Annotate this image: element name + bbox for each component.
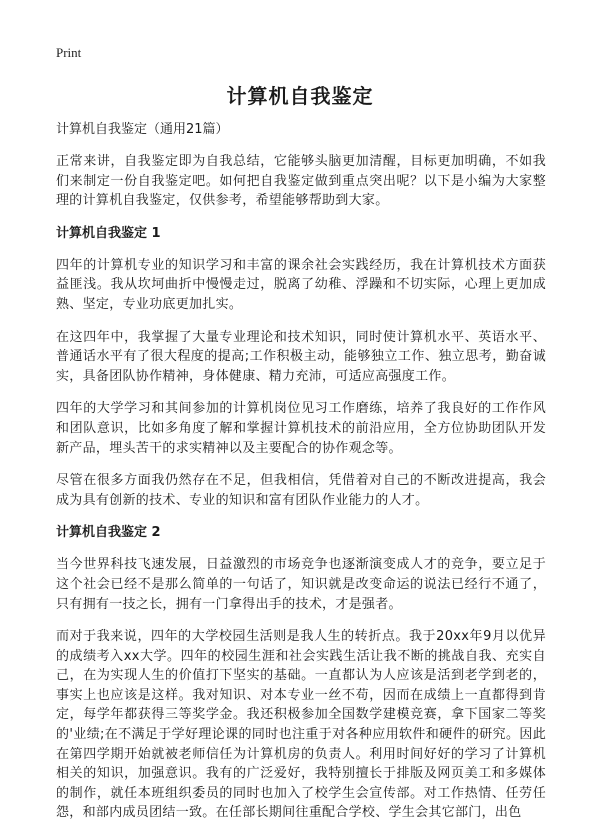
document-title: 计算机自我鉴定 xyxy=(226,84,374,108)
intro-paragraph: 正常来讲，自我鉴定即为自我总结，它能够头脑更加清醒，目标更加明确，不如我们来制定一份自我鉴定吧。如何把自我鉴定做到重点突出呢？以下是小编为大家整理的计算机自我鉴定，仅供参考，希望能够帮助到大家。 xyxy=(56,154,546,209)
section-1-paragraph: 尽管在很多方面我仍然存在不足，但我相信，凭借着对自己的不断改进提高，我会成为具有创新的技术、专业的知识和富有团队作业能力的人才。 xyxy=(56,473,546,508)
section-1-paragraph: 四年的大学学习和其间参加的计算机岗位见习工作磨练，培养了我良好的工作作风和团队意识，比如多角度了解和掌握计算机技术的前沿应用，全方位协助团队开发新产品，埋头苦干的求实精神以及主要配合的协作观念等。 xyxy=(56,401,546,456)
section-1-paragraph: 在这四年中，我掌握了大量专业理论和技术知识，同时使计算机水平、英语水平、普通话水平有了很大程度的提高;工作积极主动，能够独立工作、独立思考，勤奋诚实，具备团队协作精神，身体健康、精力充沛，可适应高强度工作。 xyxy=(56,329,546,384)
document-body xyxy=(56,120,546,836)
section-1-paragraph: 四年的计算机专业的知识学习和丰富的课余社会实践经历，我在计算机技术方面获益匪浅。我从坎坷曲折中慢慢走过，脱离了幼稚、浮躁和不切实际，心理上更加成熟、坚定，专业功底更加扎实。 xyxy=(56,257,546,312)
document-subtitle: 计算机自我鉴定（通用21篇） xyxy=(56,122,229,137)
print-link[interactable]: Print xyxy=(56,45,82,60)
section-heading-2: 计算机自我鉴定 2 xyxy=(56,525,161,541)
section-2-paragraph: 当今世界科技飞速发展，日益激烈的市场竞争也逐渐演变成人才的竞争，要立足于这个社会已经不是那么简单的一句话了，知识就是改变命运的说法已经行不通了，只有拥有一技之长，拥有一门拿得出手的技术，才是强者。 xyxy=(56,557,546,612)
section-heading-1: 计算机自我鉴定 1 xyxy=(56,225,161,241)
section-2-paragraph: 而对于我来说，四年的大学校园生活则是我人生的转折点。我于20xx年9月以优异的成绩考入xx大学。四年的校园生涯和社会实践生活让我不断的挑战自我、充实自己，在为实现人生的价值打下坚实的基础。一直都认为人应该是活到老学到老的，事实上也应该是这样。我对知识、对本专业一丝不苟，因而在成绩上一直都得到肯定，每学年都获得三等奖学金。我还积极参加全国数学建模竞赛，拿下国家二等奖的'业绩;在不满足于学好理论课的同时也注重于对各种应用软件和硬件的研究。因此在第四学期开始就被老师信任为计算机房的负责人。利用时间好好的学习了计算机相关的知识，加强意识。我有的广泛爱好，我特别擅长于排版及网页美工和多媒体的制作，就任本班组织委员的同时也加入了校学生会宣传部。对工作热情、任劳任怨，和部内成员团结一致。在任部长期间往重配合学校、学生会其它部门，出色 xyxy=(56,629,546,821)
